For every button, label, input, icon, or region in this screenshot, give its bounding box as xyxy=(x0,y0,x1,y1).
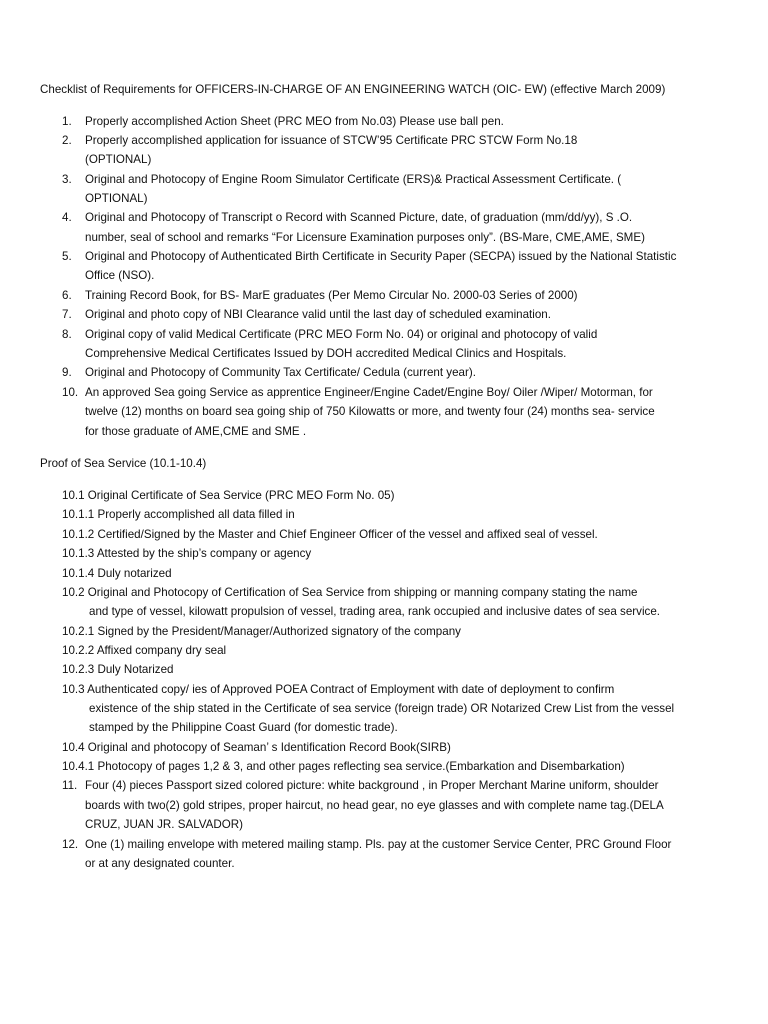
sea-service-item: 10.2.3 Duly Notarized xyxy=(62,663,174,676)
list-item-number: 6. xyxy=(62,289,72,302)
list-item-text: number, seal of school and remarks “For Licensure Examination purposes only”. (BS-Mare, CME,AME, SME) xyxy=(85,231,645,244)
list-item-text: Properly accomplished application for issuance of STCW’95 Certificate PRC STCW Form No.18 xyxy=(85,134,578,147)
sea-service-item: 10.1.3 Attested by the ship’s company or agency xyxy=(62,547,312,560)
list-item-text: CRUZ, JUAN JR. SALVADOR) xyxy=(85,818,244,831)
sea-service-item: 10.2 Original and Photocopy of Certification of Sea Service from shipping or manning company stating the name xyxy=(62,586,638,599)
list-item-number: 4. xyxy=(62,211,72,224)
list-item-text: Original and Photocopy of Engine Room Simulator Certificate (ERS)& Practical Assessment Certificate. ( xyxy=(85,173,622,186)
list-item-text: (OPTIONAL) xyxy=(85,153,152,166)
list-item-text: for those graduate of AME,CME and SME . xyxy=(85,425,307,438)
list-item-text: Properly accomplished Action Sheet (PRC MEO from No.03) Please use ball pen. xyxy=(85,115,504,128)
list-item-text: One (1) mailing envelope with metered mailing stamp. Pls. pay at the customer Service Center, PRC Ground Floor xyxy=(85,838,672,851)
list-item-text: Original and Photocopy of Transcript o Record with Scanned Picture, date, of graduation (mm/dd/yy), S .O. xyxy=(85,211,633,224)
list-item-text: Training Record Book, for BS- MarE graduates (Per Memo Circular No. 2000-03 Series of 2000) xyxy=(85,289,578,302)
list-item-text: boards with two(2) gold stripes, proper haircut, no head gear, no eye glasses and with complete name tag.(DELA xyxy=(85,799,664,812)
list-item-number: 7. xyxy=(62,308,72,321)
sea-service-item: 10.1 Original Certificate of Sea Service (PRC MEO Form No. 05) xyxy=(62,489,395,502)
section-heading: Proof of Sea Service (10.1-10.4) xyxy=(40,457,207,470)
list-item-text: Original and photo copy of NBI Clearance valid until the last day of scheduled examination. xyxy=(85,308,551,321)
list-item-number: 12. xyxy=(62,838,79,851)
list-item-text: Office (NSO). xyxy=(85,269,155,282)
list-item-number: 11. xyxy=(62,779,78,792)
list-item-text: twelve (12) months on board sea going ship of 750 Kilowatts or more, and twenty four (24) months sea- service xyxy=(85,405,655,418)
sea-service-item: and type of vessel, kilowatt propulsion of vessel, trading area, rank occupied and inclusive dates of sea service. xyxy=(89,605,660,618)
sea-service-item: 10.2.1 Signed by the President/Manager/Authorized signatory of the company xyxy=(62,625,461,638)
sea-service-item: 10.3 Authenticated copy/ ies of Approved POEA Contract of Employment with date of deployment to confirm xyxy=(62,683,615,696)
list-item-number: 1. xyxy=(62,115,72,128)
sea-service-item: 10.2.2 Affixed company dry seal xyxy=(62,644,227,657)
sea-service-item: 10.1.1 Properly accomplished all data filled in xyxy=(62,508,295,521)
list-item-text: OPTIONAL) xyxy=(85,192,148,205)
list-item-number: 3. xyxy=(62,173,72,186)
sea-service-item: existence of the ship stated in the Certificate of sea service (foreign trade) OR Notarized Crew List from the vessel xyxy=(89,702,675,715)
list-item-text: An approved Sea going Service as apprentice Engineer/Engine Cadet/Engine Boy/ Oiler /Wiper/ Motorman, for xyxy=(85,386,653,399)
sea-service-item: 10.1.4 Duly notarized xyxy=(62,567,172,580)
sea-service-item: stamped by the Philippine Coast Guard (for domestic trade). xyxy=(89,721,398,734)
list-item-text: Original copy of valid Medical Certificate (PRC MEO Form No. 04) or original and photocopy of valid xyxy=(85,328,598,341)
document-title: Checklist of Requirements for OFFICERS-IN-CHARGE OF AN ENGINEERING WATCH (OIC- EW) (effective March 2009) xyxy=(40,83,666,96)
sea-service-item: 10.4.1 Photocopy of pages 1,2 & 3, and other pages reflecting sea service.(Embarkation and Disembarkation) xyxy=(62,760,625,773)
list-item-number: 10. xyxy=(62,386,79,399)
list-item-text: Four (4) pieces Passport sized colored picture: white background , in Proper Merchant Marine uniform, shoulder xyxy=(85,779,659,792)
list-item-text: or at any designated counter. xyxy=(85,857,235,870)
sea-service-item: 10.4 Original and photocopy of Seaman’ s Identification Record Book(SIRB) xyxy=(62,741,451,754)
sea-service-item: 10.1.2 Certified/Signed by the Master and Chief Engineer Officer of the vessel and affixed seal of vessel. xyxy=(62,528,598,541)
list-item-number: 2. xyxy=(62,134,72,147)
list-item-number: 5. xyxy=(62,250,72,263)
list-item-number: 9. xyxy=(62,366,72,379)
list-item-text: Original and Photocopy of Authenticated Birth Certificate in Security Paper (SECPA) issued by the National Statistic xyxy=(85,250,677,263)
list-item-text: Original and Photocopy of Community Tax Certificate/ Cedula (current year). xyxy=(85,366,476,379)
list-item-text: Comprehensive Medical Certificates Issued by DOH accredited Medical Clinics and Hospitals. xyxy=(85,347,567,360)
list-item-number: 8. xyxy=(62,328,72,341)
